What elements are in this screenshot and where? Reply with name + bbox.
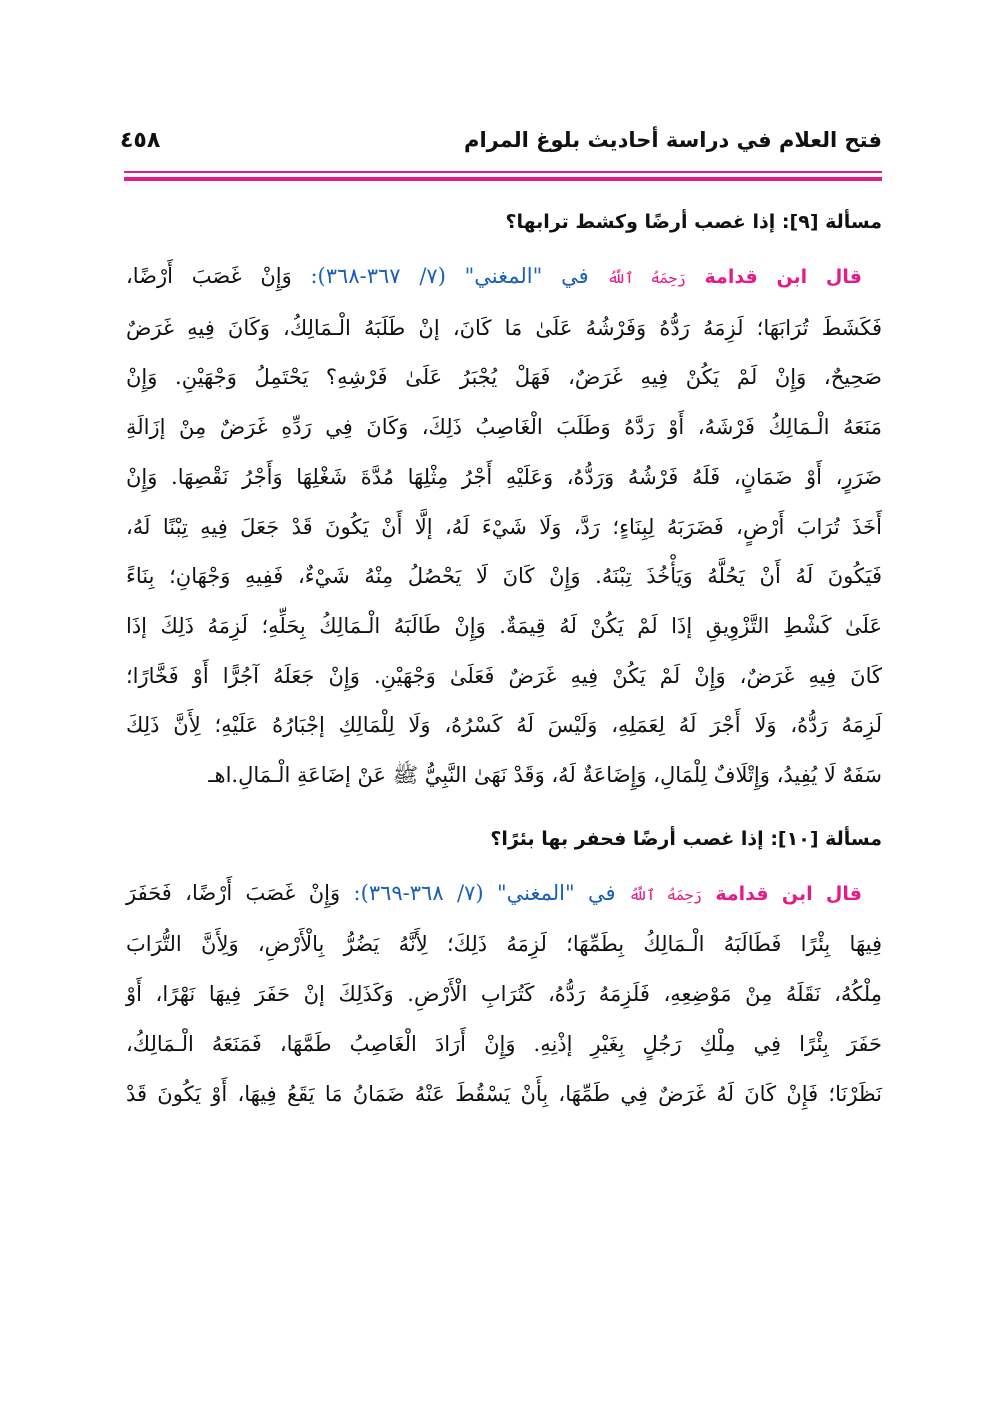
text-line: وَإِنْ غَصَبَ أَرْضًا، فَحَفَرَ [126,880,341,905]
speaker-name: قال ابن قدامة [715,882,862,905]
issue-9-line-10: لَزِمَهُ رَدُّهُ، وَلَا أَجْرَ لَهُ لِعَمَلِهِ، وَلَيْسَ لَهُ كَسْرُهُ، وَلَا لِلْمَالِكِ إجْبَارُهُ عَلَيْهِ؛ لِأَنَّ ذَلِكَ [126,713,882,738]
issue-10-line-5: نَظَرْنَا؛ فَإِنْ كَانَ لَهُ غَرَضٌ فِي طَمِّهَا، بِأَنْ يَسْقُطَ عَنْهُ ضَمَانُ مَا يَقَعُ فِيهَا، أَوْ يَكُونَ قَدْ [126,1081,882,1106]
section-gap [126,801,882,811]
issue-10-line-4: حَفَرَ بِئْرًا فِي مِلْكِ رَجُلٍ بِغَيْرِ إذْنِهِ. وَإِنْ أَرَادَ الْغَاصِبُ طَمَّهَا، فَمَنَعَهُ الْـمَالِكُ، [126,1031,882,1056]
running-header [120,122,882,172]
book-title: فتح العلام في دراسة أحاديث بلوغ المرام [464,128,882,152]
issue-9-line-11: سَفَهٌ لَا يُفِيدُ، وَإِتْلَافٌ لِلْمَالِ، وَإِضَاعَةٌ لَهُ، وَقَدْ نَهَىٰ النَّبِيُّ ﷺ عَنْ إضَاعَةِ الْـمَالِ.اهـ [208,763,882,788]
issue-heading-9: مسألة [٩]: إذا غصب أرضًا وكشط ترابها؟ [505,211,882,233]
issue-9-line-4: مَنَعَهُ الْـمَالِكُ فَرْشَهُ، أَوْ رَدَّهُ وَطَلَبَ الْغَاصِبُ ذَلِكَ، وَكَانَ فِي رَدِّهِ غَرَضٌ مِنْ إزَالَةِ [126,415,882,440]
honorific: رَحِمَهُ ٱللَّهُ [607,269,686,287]
issue-9-line-7: فَيَكُونَ لَهُ أَنْ يَحُلَّهُ وَيَأْخُذَ تِبْنَهُ. وَإِنْ كَانَ لَا يَحْصُلُ مِنْهُ شَيْءٌ، فَفِيهِ وَجْهَانِ؛ بِنَاءً [126,564,882,589]
issue-9-line-3: صَحِيحٌ، وَإِنْ لَمْ يَكُنْ فِيهِ غَرَضٌ، فَهَلْ يُجْبَرُ عَلَىٰ فَرْشِهِ؟ يَحْتَمِلُ وَجْهَيْنِ. وَإِنْ [126,365,882,390]
issue-9-line-2: فَكَشَطَ تُرَابَهَا؛ لَزِمَهُ رَدُّهُ وَفَرْشُهُ عَلَىٰ مَا كَانَ، إنْ طَلَبَهُ الْـمَالِكُ، وَكَانَ فِيهِ غَرَضٌ [126,315,882,340]
honorific: رَحِمَهُ ٱللَّهُ [628,885,702,904]
speaker-name: قال ابن قدامة [704,266,862,288]
page-number: ٤٥٨ [120,128,161,153]
header-rule-thick [124,177,882,181]
issue-9-line-9: كَانَ فِيهِ غَرَضٌ، وَإِنْ لَمْ يَكُنْ فِيهِ غَرَضٌ فَعَلَىٰ وَجْهَيْنِ. وَإِنْ جَعَلَهُ آجُرًّا أَوْ فَخَّارًا؛ [126,663,882,688]
issue-10-line-3: مِلْكُهُ، نَقَلَهُ مِنْ مَوْضِعِهِ، فَلَزِمَهُ رَدُّهُ، كَتُرَابِ الْأَرْضِ. وَكَذَلِكَ إنْ حَفَرَ فِيهَا نَهْرًا، أَوْ [126,982,882,1007]
issue-9-line-5: ضَرَرٍ، أَوْ ضَمَانٍ، فَلَهُ فَرْشُهُ وَرَدُّهُ، وَعَلَيْهِ أَجْرُ مِثْلِهَا مُدَّةَ شَغْلِهَا وَأَجْرُ نَقْصِهَا. وَإِنْ [126,464,882,489]
issue-heading-10: مسألة [١٠]: إذا غصب أرضًا فحفر بها بئرًا؟ [490,827,882,850]
issue-10-line-1 [126,869,882,921]
source-reference: في "المغني" (٧/ ٣٦٨-٣٦٩): [353,880,616,905]
issue-9-line-6: أَخَذَ تُرَابَ أَرْضٍ، فَضَرَبَهُ لِبِنَاءٍ؛ رَدَّ، وَلَا شَيْءَ لَهُ، إلَّا أَنْ يَكُونَ قَدْ جَعَلَ فِيهِ تِبْنًا لَهُ، [126,514,882,539]
issue-9-line-8: عَلَىٰ كَشْطِ التَّزْوِيقِ إذَا لَمْ يَكُنْ لَهُ قِيمَةٌ. وَإِنْ طَالَبَهُ الْـمَالِكُ بِحَلِّهِ؛ لَزِمَهُ ذَلِكَ إذَا [126,613,882,638]
text-line: وَإِنْ غَصَبَ أَرْضًا، [126,264,292,288]
source-reference: في "المغني" (٧/ ٣٦٧-٣٦٨): [310,264,589,288]
main-text [126,194,882,1119]
issue-9-line-1 [126,252,882,304]
header-rule-thin [124,171,882,173]
issue-10-line-2: فِيهَا بِئْرًا فَطَالَبَهُ الْـمَالِكُ بِطَمِّهَا؛ لَزِمَهُ ذَلِكَ؛ لِأَنَّهُ يَضُرُّ بِالْأَرْضِ، وَلِأَنَّ التُّرَابَ [126,932,882,957]
